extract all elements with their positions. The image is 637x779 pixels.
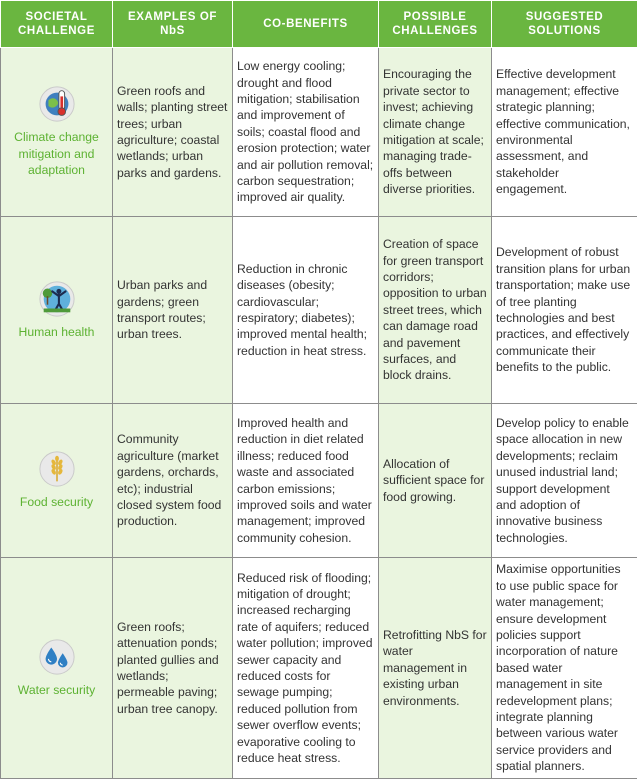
examples-text: Green roofs; attenuation ponds; planted gullies and wetlands; permeable paving; urban tree canopy. [117,619,219,716]
examples-text: Urban parks and gardens; green transport routes; urban trees. [117,278,208,342]
header-co-benefits: CO-BENEFITS [233,1,379,48]
possible-challenges-cell [379,48,492,217]
cobenefits-cell [233,48,379,217]
examples-cell [113,48,233,217]
solutions-text: Maximise opportunities to use public space for water management; ensure development policies support incorporation of nature based water management in site redevelopment plans; integrate planning between various water service providers and spatial planners. [496,562,621,774]
cobenefits-text: Reduced risk of flooding; mitigation of drought; increased recharging rate of aquifers; reduced water pollution; improved sewer capacity and reduced costs for sewage pumping; reduced pollution from sewer overflow events; evaporative cooling to reduce heat stress. [237,570,373,766]
header-row [1,1,637,48]
table-row [1,404,637,558]
thermometer-globe-icon [38,85,76,123]
cobenefits-cell [233,404,379,558]
table-row [1,217,637,404]
challenge-label: Human health [18,324,95,339]
table-row [1,558,637,779]
table-row [1,48,637,217]
cobenefits-text: Low energy cooling; drought and flood mitigation; stabilisation and improvement of soils; coastal flood and erosion protection; water and air pollution removal; carbon sequestration; improved air quality. [237,59,374,205]
possible-text: Creation of space for green transport corridors; opposition to urban street trees, which can damage road and pavement surfaces, and block drains. [383,237,487,383]
possible-challenges-cell [379,558,492,779]
cobenefits-text: Reduction in chronic diseases (obesity; cardiovascular; respiratory; diabetes); improved mental health; reduction in heat stress. [237,261,368,358]
header-examples-of-nbs: EXAMPLES OF NbS [113,1,233,48]
solutions-cell [492,217,637,404]
challenge-cell [1,558,113,779]
challenge-cell [1,48,113,217]
solutions-cell [492,404,637,558]
solutions-text: Effective development management; effective strategic planning; effective communication, environmental assessment, and stakeholder engagement. [496,67,630,197]
possible-text: Retrofitting NbS for water management in existing urban environments. [383,627,487,708]
challenge-label: Food security [19,495,94,510]
header-suggested-solutions: SUGGESTED SOLUTIONS [492,1,637,48]
person-tree-icon [38,280,76,318]
cobenefits-cell [233,217,379,404]
examples-cell [113,404,233,558]
header-possible-challenges: POSSIBLE CHALLENGES [379,1,492,48]
water-drops-icon [38,638,76,676]
cobenefits-cell [233,558,379,779]
examples-text: Community agriculture (market gardens, orchards, etc); industrial closed system food production. [117,432,222,529]
challenge-cell [1,404,113,558]
header-societal-challenge: SOCIETAL CHALLENGE [1,1,113,48]
solutions-text: Develop policy to enable space allocation in new developments; reclaim unused industrial land; support development and adoption of innovative business technologies. [496,415,629,545]
examples-cell [113,558,233,779]
possible-challenges-cell [379,404,492,558]
cobenefits-text: Improved health and reduction in diet related illness; reduced food waste and associated carbon emissions; improved soils and water management; improved community cohesion. [237,415,372,545]
examples-cell [113,217,233,404]
examples-text: Green roofs and walls; planting street trees; urban agriculture; coastal wetlands; urban parks and gardens. [117,83,228,180]
wheat-icon [38,450,76,488]
challenge-label: Climate change mitigation and adaptation [14,130,99,178]
possible-text: Allocation of sufficient space for food growing. [383,456,485,504]
challenge-cell [1,217,113,404]
solutions-text: Development of robust transition plans for urban transportation; make use of tree planting technologies and best practices, and effectively communicate their benefits to the public. [496,245,631,375]
solutions-cell [492,48,637,217]
possible-text: Encouraging the private sector to invest; achieving climate change mitigation at scale; managing trade-offs between diverse priorities. [383,67,484,197]
challenge-label: Water security [17,682,96,697]
solutions-cell [492,558,637,779]
possible-challenges-cell [379,217,492,404]
